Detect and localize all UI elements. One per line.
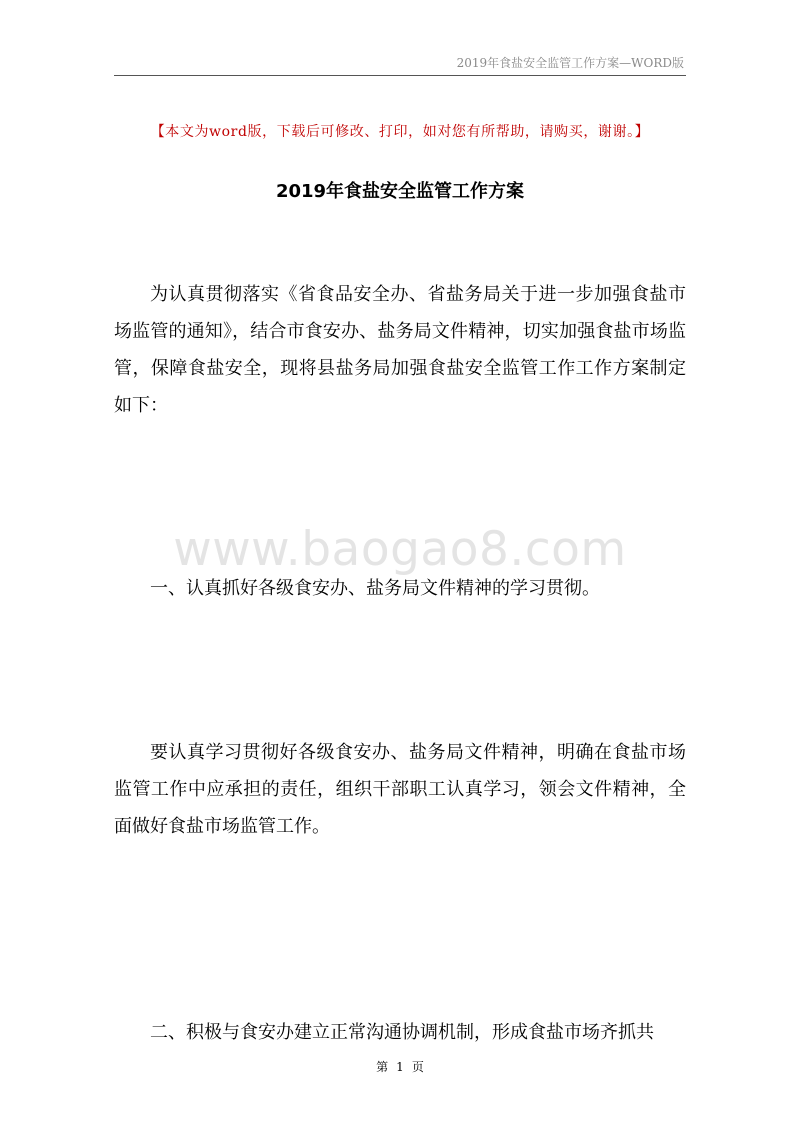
paragraph-intro: 为认真贯彻落实《省食品安全办、省盐务局关于进一步加强食盐市场监管的通知》，结合市食安办、盐务局文件精神，切实加强食盐市场监管，保障食盐安全，现将县盐务局加强食盐安全监管工作工作方案制定如下： xyxy=(114,284,686,416)
paragraph-section-1: 要认真学习贯彻好各级食安办、盐务局文件精神，明确在食盐市场监管工作中应承担的责任，组织干部职工认真学习，领会文件精神，全面做好食盐市场监管工作。 xyxy=(114,742,686,837)
header-divider xyxy=(114,75,686,76)
page-number: 1 xyxy=(396,1060,404,1074)
section-heading-1: 一、认真抓好各级食安办、盐务局文件精神的学习贯彻。 xyxy=(150,578,600,599)
footer-suffix: 页 xyxy=(411,1060,424,1074)
footer-prefix: 第 xyxy=(376,1060,389,1074)
watermark-text: www.baogao8.com xyxy=(173,522,627,577)
document-title: 2019年食盐安全监管工作方案 xyxy=(275,181,525,202)
purchase-notice: 【本文为word版，下载后可修改、打印，如对您有所帮助，请购买，谢谢。】 xyxy=(150,124,650,140)
section-heading-2: 二、积极与食安办建立正常沟通协调机制，形成食盐市场齐抓共 xyxy=(150,1022,654,1043)
page-footer xyxy=(0,1058,800,1075)
running-header: 2019年食盐安全监管工作方案—WORD版 xyxy=(456,56,684,70)
